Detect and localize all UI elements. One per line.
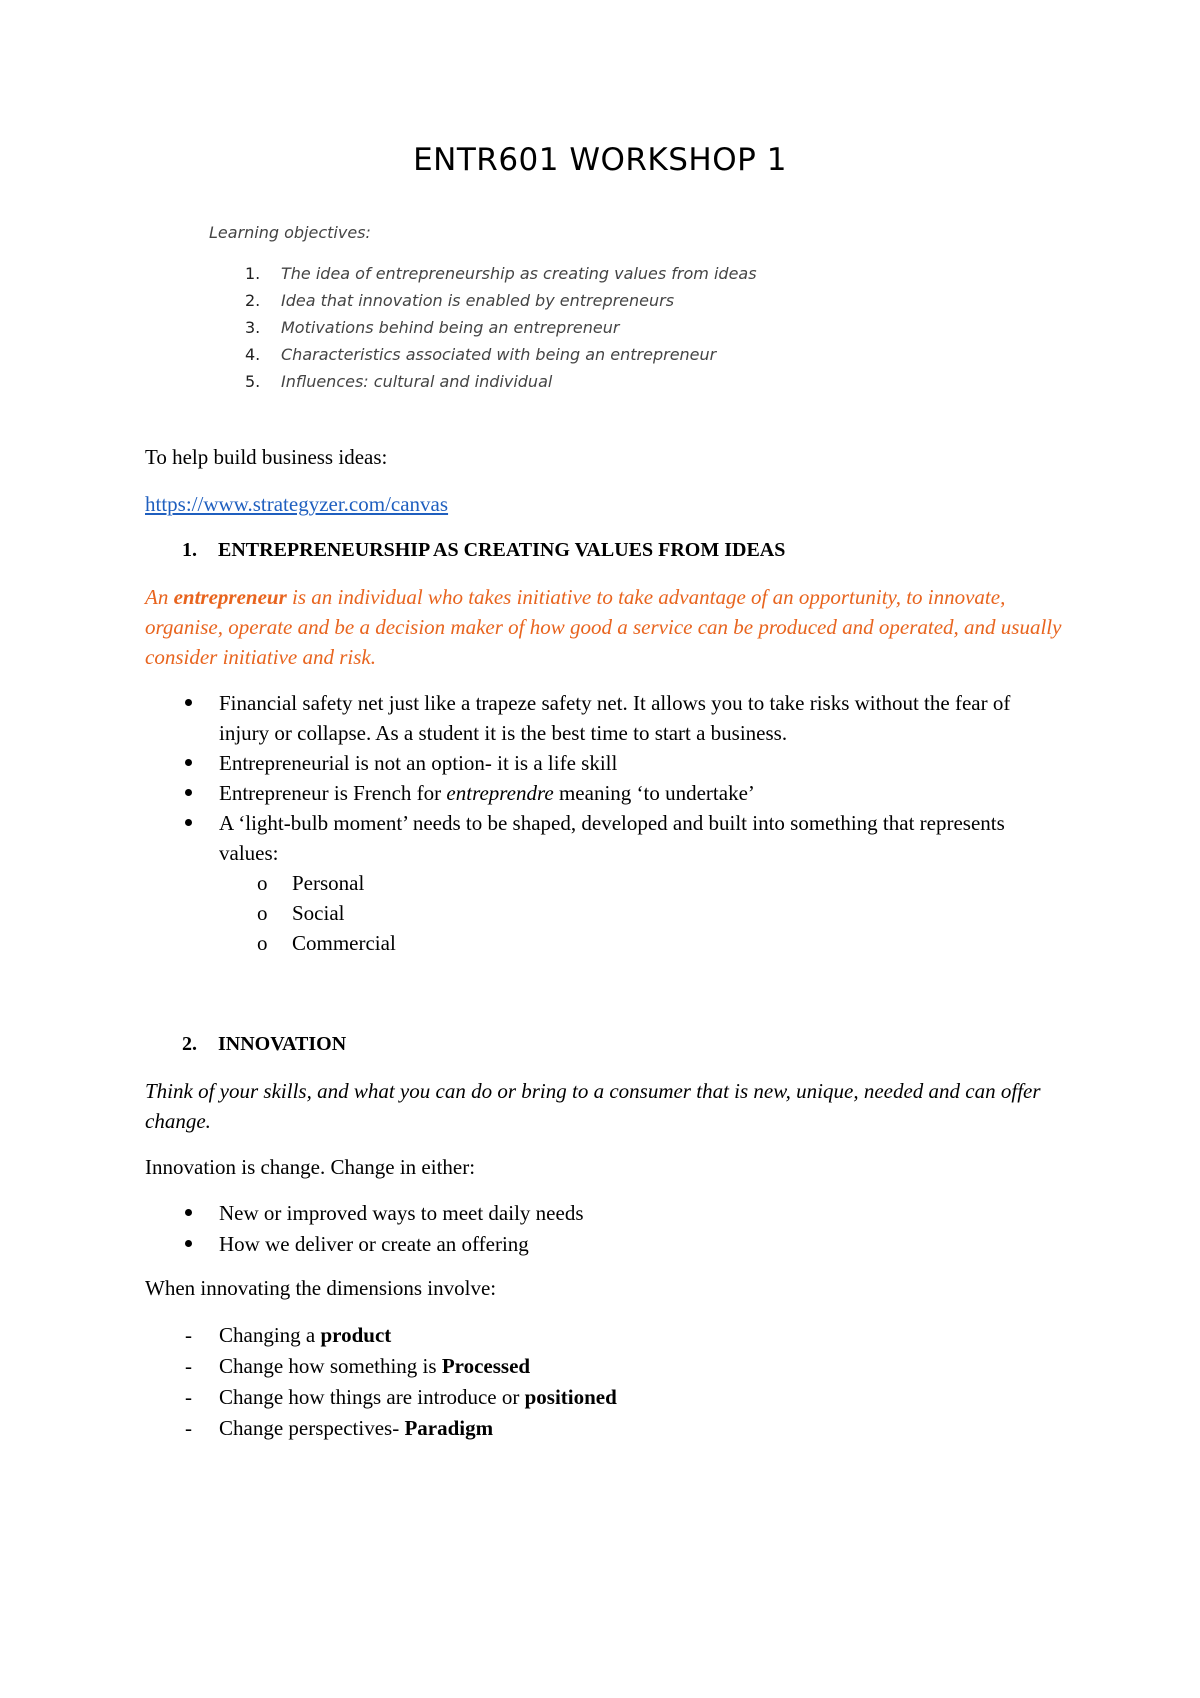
- list-item: - Change how things are introduce or positioned: [145, 1382, 617, 1413]
- learning-objective-item: 5. Influences: cultural and individual: [245, 372, 553, 391]
- dash-bullet-icon: -: [185, 1385, 192, 1409]
- dash-bullet-icon: -: [185, 1323, 192, 1347]
- learning-objectives-list: [245, 263, 757, 398]
- list-item: - Changing a product: [145, 1320, 617, 1351]
- strategyzer-canvas-link[interactable]: https://www.strategyzer.com/canvas: [145, 492, 449, 516]
- bullet-icon: [185, 819, 192, 826]
- learning-objective-item: 3. Motivations behind being an entrepreneur: [245, 318, 620, 337]
- change-bullet-list: [145, 1198, 584, 1260]
- values-sub-list: [219, 868, 1065, 958]
- entrepreneur-definition: An entrepreneur is an individual who takes initiative to take advantage of an opportunity, to innovate, organise, operate and be a decision maker of how good a service can be produced and operated, and usually consider initiative and risk.: [145, 585, 1062, 669]
- learning-objective-item: 4. Characteristics associated with being an entrepreneur: [245, 345, 717, 364]
- list-item: Entrepreneur is French for entreprendre meaning ‘to undertake’: [145, 778, 1065, 808]
- circle-bullet-icon: o: [257, 901, 268, 925]
- dimensions-intro: When innovating the dimensions involve:: [145, 1276, 497, 1300]
- dash-bullet-icon: -: [185, 1354, 192, 1378]
- learning-objective-item: 1. The idea of entrepreneurship as creating values from ideas: [245, 264, 757, 283]
- sub-list-item: o Commercial: [219, 928, 1065, 958]
- bullet-icon: [185, 699, 192, 706]
- circle-bullet-icon: o: [257, 871, 268, 895]
- list-item: - Change perspectives- Paradigm: [145, 1413, 617, 1444]
- sub-list-item: o Personal: [219, 868, 1065, 898]
- list-item: How we deliver or create an offering: [145, 1229, 584, 1260]
- build-ideas-intro: To help build business ideas:: [145, 445, 388, 469]
- list-item: A ‘light-bulb moment’ needs to be shaped, developed and built into something that represents values: o Personal o Social o Commercial: [145, 808, 1065, 958]
- list-item: - Change how something is Processed: [145, 1351, 617, 1382]
- dimensions-list: [145, 1320, 617, 1444]
- bullet-icon: [185, 1209, 192, 1216]
- bullet-icon: [185, 759, 192, 766]
- learning-objectives-label: Learning objectives:: [209, 223, 371, 242]
- dash-bullet-icon: -: [185, 1416, 192, 1440]
- list-item: Financial safety net just like a trapeze safety net. It allows you to take risks without the fear of injury or collapse. As a student it is the best time to start a business.: [145, 688, 1065, 748]
- list-item: Entrepreneurial is not an option- it is a life skill: [145, 748, 1065, 778]
- section-1-heading: 1. ENTREPRENEURSHIP AS CREATING VALUES FROM IDEAS: [182, 539, 786, 561]
- change-intro: Innovation is change. Change in either:: [145, 1155, 476, 1179]
- section-1-bullet-list: [145, 688, 1065, 958]
- learning-objective-item: 2. Idea that innovation is enabled by entrepreneurs: [245, 291, 675, 310]
- bullet-icon: [185, 1240, 192, 1247]
- bullet-icon: [185, 789, 192, 796]
- section-2-heading: 2. INNOVATION: [182, 1033, 347, 1055]
- entrepreneur-term: entrepreneur: [173, 585, 287, 609]
- list-item: New or improved ways to meet daily needs: [145, 1198, 584, 1229]
- innovation-prompt: Think of your skills, and what you can do or bring to a consumer that is new, unique, needed and can offer change.: [145, 1079, 1041, 1133]
- circle-bullet-icon: o: [257, 931, 268, 955]
- document-title: ENTR601 WORKSHOP 1: [413, 142, 787, 178]
- sub-list-item: o Social: [219, 898, 1065, 928]
